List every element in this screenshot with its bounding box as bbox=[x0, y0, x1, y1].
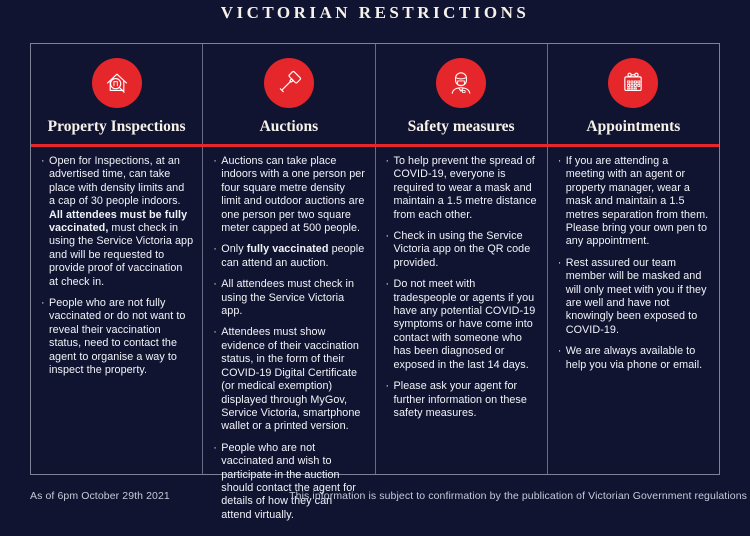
column-bullet-list bbox=[376, 144, 547, 474]
restriction-column-property-inspections bbox=[31, 44, 202, 474]
column-bullet-list bbox=[203, 144, 374, 536]
column-title: Safety measures bbox=[407, 118, 515, 135]
bullet-dot: · bbox=[385, 155, 390, 167]
column-header bbox=[203, 44, 374, 144]
bullet-text: People who are not fully vaccinated or do not want to reveal their vaccination status, need to contact the agent to organise a way to inspect the property. bbox=[49, 297, 186, 377]
bullet-text: To help prevent the spread of COVID-19, everyone is required to wear a mask and maintain a 1.5 metre distance from each other. bbox=[393, 155, 537, 221]
bullet-dot: · bbox=[557, 345, 562, 358]
bullet-text: Open for Inspections, at an advertised time, can take place with density limits and a cap of 30 people indoors. All attendees must be fully vaccinated, must check in using the Service Victoria app and will be requested to provide proof of vaccination at check in. bbox=[49, 155, 194, 288]
header-red-rule bbox=[31, 144, 719, 147]
bullet-text: If you are attending a meeting with an agent or property manager, wear a mask and maintain a 1.5 metres separation from them. Please bring your own pen to any appointment. bbox=[565, 155, 709, 248]
column-header bbox=[31, 44, 202, 144]
bullet-dot: · bbox=[213, 441, 217, 454]
bullet-text: Auctions can take place indoors with a one person per four square metre density limit and outdoor auctions are one person per two square meter capped at 500 people. bbox=[221, 155, 365, 235]
bullet-dot: · bbox=[213, 243, 217, 256]
bullet-item bbox=[386, 278, 538, 372]
footer-date: As of 6pm October 29th 2021 bbox=[30, 490, 170, 502]
bullet-dot: · bbox=[41, 155, 45, 167]
column-title: Appointments bbox=[586, 118, 681, 135]
bullet-item bbox=[558, 257, 710, 337]
bullet-text: People who are not vaccinated and wish to participate in the auction should contact the agent for details of how they can attend virtually. bbox=[221, 441, 356, 521]
bullet-dot: · bbox=[213, 326, 217, 339]
bullet-item bbox=[558, 155, 710, 249]
restriction-column-auctions bbox=[202, 44, 374, 521]
page-title: VICTORIAN RESTRICTIONS bbox=[220, 3, 530, 22]
bullet-item bbox=[213, 326, 365, 433]
bullet-dot: · bbox=[385, 230, 390, 243]
gavel-icon bbox=[264, 58, 314, 108]
bullet-item bbox=[213, 278, 365, 318]
calendar-icon bbox=[608, 58, 658, 108]
bullet-dot: · bbox=[41, 297, 45, 310]
bullet-dot: · bbox=[557, 155, 562, 167]
bullet-item bbox=[386, 155, 538, 222]
footer-disclaimer: This information is subject to confirmation by the publication of Victorian Government regulations bbox=[289, 490, 747, 502]
bullet-item bbox=[213, 442, 365, 522]
column-bullet-list bbox=[548, 144, 719, 474]
bullet-dot: · bbox=[385, 380, 390, 393]
bullet-item bbox=[213, 155, 365, 235]
column-header bbox=[376, 44, 547, 144]
bullet-text: Rest assured our team member will be masked and will only meet with you if they are well and have not knowingly been exposed to COVID-19. bbox=[565, 256, 707, 336]
bullet-text: We are always available to help you via phone or email. bbox=[565, 345, 703, 371]
column-title: Auctions bbox=[259, 118, 319, 135]
footer bbox=[30, 490, 747, 502]
bullet-text: Only fully vaccinated people can attend an auction. bbox=[221, 243, 365, 269]
masked-person-icon bbox=[436, 58, 486, 108]
bullet-item bbox=[213, 243, 365, 270]
bullet-text: Check in using the Service Victoria app on the QR code provided. bbox=[393, 230, 531, 269]
bullet-item bbox=[41, 297, 193, 377]
bullet-text: Do not meet with tradespeople or agents if you have any potential COVID-19 symptoms or have come into contact with someone who has been diagnosed or exposed in the last 14 days. bbox=[393, 278, 536, 371]
bullet-item bbox=[386, 380, 538, 420]
column-title: Property Inspections bbox=[47, 118, 186, 135]
bullet-item bbox=[386, 230, 538, 270]
house-inspection-icon bbox=[92, 58, 142, 108]
bullet-text: Attendees must show evidence of their vaccination status, in the form of their COVID-19 Digital Certificate (or medical exemption) displayed through MyGov, Service Victoria, smartphone wallet or a printed version. bbox=[221, 326, 361, 433]
bullet-item bbox=[558, 345, 710, 372]
restriction-column-appointments bbox=[547, 44, 719, 474]
bullet-dot: · bbox=[557, 256, 562, 269]
bullet-item bbox=[41, 155, 193, 289]
bullet-text: Please ask your agent for further information on these safety measures. bbox=[393, 380, 527, 419]
bullet-dot: · bbox=[213, 155, 217, 167]
restriction-column-safety-measures bbox=[375, 44, 547, 474]
column-bullet-list bbox=[31, 144, 202, 474]
column-header bbox=[548, 44, 719, 144]
bullet-text: All attendees must check in using the Service Victoria app. bbox=[221, 278, 355, 318]
bullet-dot: · bbox=[213, 278, 217, 291]
bullet-dot: · bbox=[385, 278, 390, 291]
